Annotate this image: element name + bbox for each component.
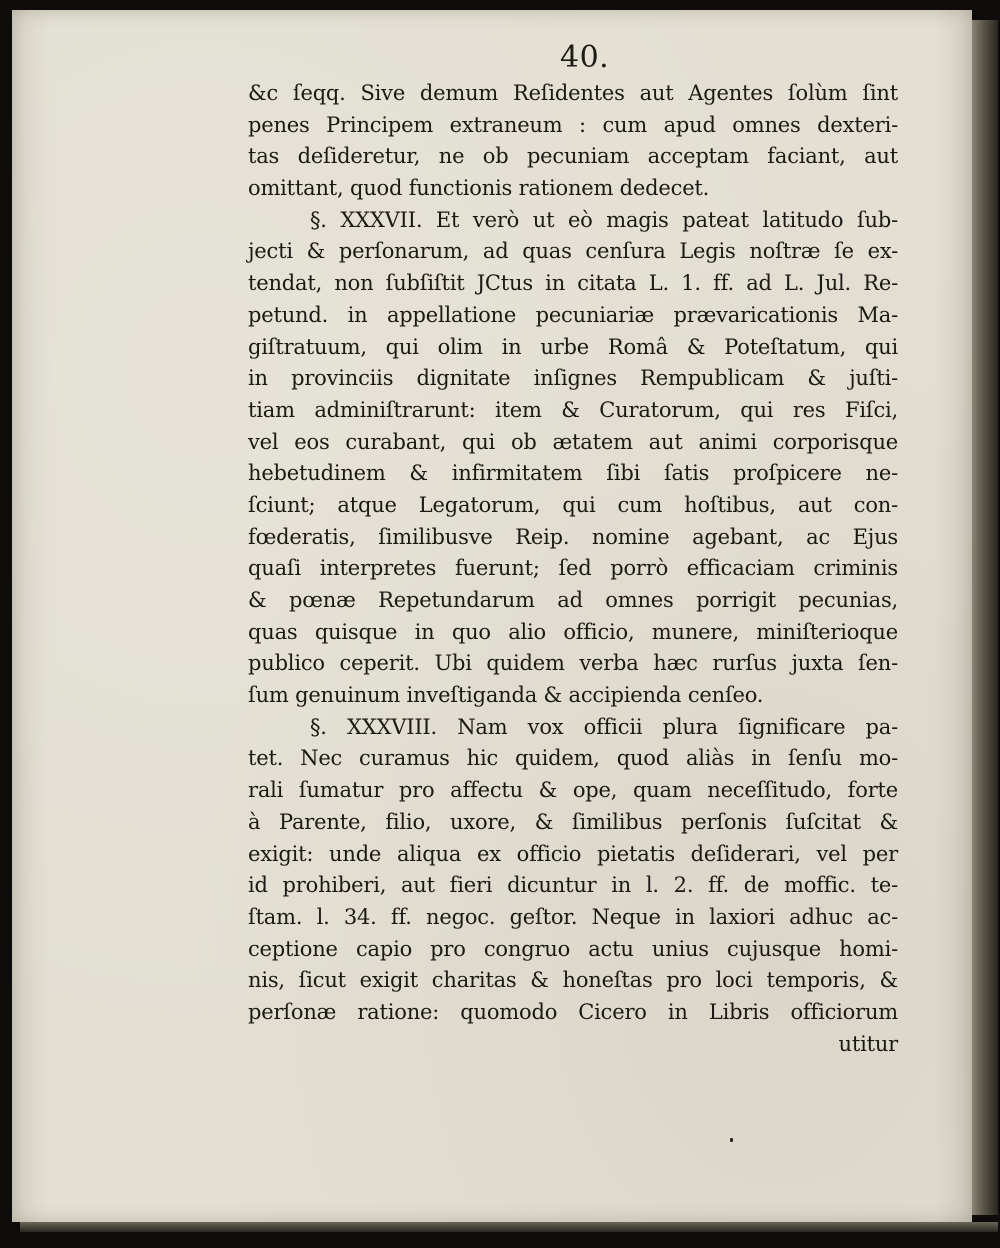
catchword: utitur [838, 1031, 898, 1056]
text-line: quas quisque in quo alio officio, munere, miniſterioque [248, 619, 898, 644]
page-edge-right [972, 20, 998, 1215]
text-line: ſciunt; atque Legatorum, qui cum hoſtibus, aut con- [248, 492, 898, 517]
page-edge-bottom [20, 1222, 998, 1232]
text-line: petund. in appellatione pecuniariæ prævaricationis Ma- [248, 302, 898, 327]
text-line: tet. Nec curamus hic quidem, quod aliàs in ſenſu mo- [248, 746, 898, 771]
text-line: tas deſideretur, ne ob pecuniam acceptam faciant, aut [248, 144, 898, 169]
text-line: omittant, quod functionis rationem dedecet. [248, 176, 710, 201]
text-line: ſum genuinum inveſtiganda & accipienda cenſeo. [248, 683, 764, 708]
ink-speck [730, 1138, 733, 1142]
text-line: vel eos curabant, qui ob ætatem aut animi corporisque [248, 429, 898, 454]
text-line: tiam adminiſtrarunt: item & Curatorum, qui res Fiſci, [248, 397, 898, 422]
text-line: exigit: unde aliqua ex officio pietatis deſiderari, vel per [248, 841, 898, 866]
text-line: quaſi interpretes fuerunt; ſed porrò efficaciam criminis [248, 556, 898, 581]
text-line: jecti & perſonarum, ad quas cenſura Legis noſtræ ſe ex- [248, 239, 898, 264]
text-line: fœderatis, ſimilibusve Reip. nomine agebant, ac Ejus [248, 524, 898, 549]
section-heading-xxxviii: §. XXXVIII. Nam vox officii plura ſignificare pa- [310, 714, 898, 739]
text-line: giſtratuum, qui olim in urbe Româ & Poteſtatum, qui [248, 334, 898, 359]
section-heading-xxxvii: §. XXXVII. Et verò ut eò magis pateat latitudo ſub- [310, 207, 898, 232]
text-line: publico ceperit. Ubi quidem verba hæc rurſus juxta ſen- [248, 651, 898, 676]
text-line: à Parente, filio, uxore, & ſimilibus perſonis ſuſcitat & [248, 809, 898, 834]
text-line: id prohiberi, aut fieri dicuntur in l. 2. ff. de moffic. te- [248, 873, 898, 898]
text-line: ſtam. l. 34. ff. negoc. geſtor. Neque in laxiori adhuc ac- [248, 904, 898, 929]
page-number: 40. [560, 40, 610, 75]
text-line: & pœnæ Repetundarum ad omnes porrigit pecunias, [248, 588, 898, 612]
text-line: tendat, non ſubſiſtit JCtus in citata L. 1. ff. ad L. Jul. Re- [248, 271, 898, 296]
body-text [248, 78, 898, 1060]
text-line: in provinciis dignitate inſignes Rempublicam & juſti- [248, 366, 898, 391]
text-line: perſonæ ratione: quomodo Cicero in Libris officiorum [248, 999, 898, 1024]
text-line: nis, ſicut exigit charitas & honeſtas pro loci temporis, & [248, 968, 898, 993]
text-line: &c ſeqq. Sive demum Reſidentes aut Agentes ſolùm ſint [248, 81, 898, 105]
text-line: rali ſumatur pro affectu & ope, quam neceſſitudo, forte [248, 778, 898, 803]
text-line: ceptione capio pro congruo actu unius cujusque homi- [248, 936, 898, 961]
text-line: hebetudinem & infirmitatem ſibi ſatis proſpicere ne- [248, 461, 898, 486]
text-line: penes Principem extraneum : cum apud omnes dexteri- [248, 112, 898, 137]
